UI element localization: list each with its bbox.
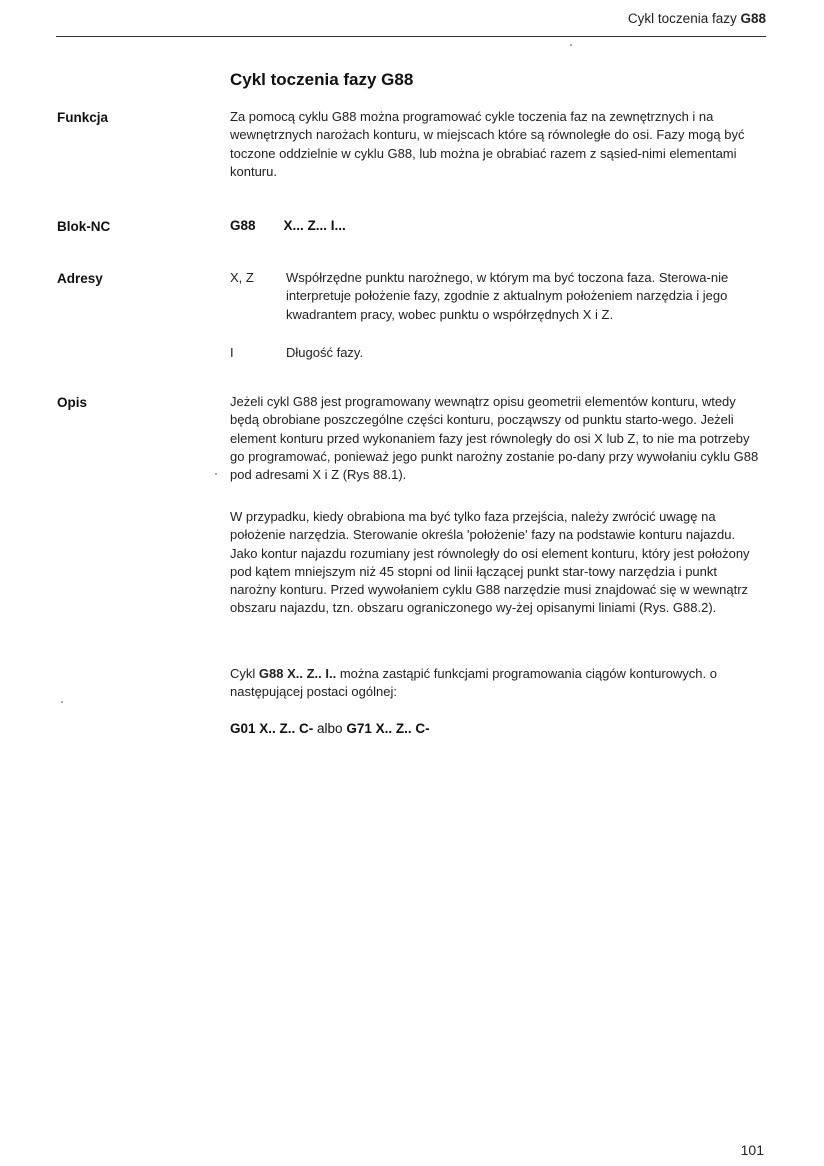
final-formula (230, 721, 430, 736)
opis-paragraph-3-code: G88 X.. Z.. I.. (258, 666, 337, 681)
scan-speck (570, 44, 572, 46)
header-rule (56, 36, 766, 37)
address-desc-xz: Współrzędne punktu narożnego, w którym ma być toczona faza. Sterowa-nie interpretuje położenie fazy, zgodnie z aktualnym położeniem narzędzia i jego kwadrantem pracy, wobec punktu o współrzędnych X i Z. (286, 270, 729, 322)
nc-block (230, 218, 346, 233)
section-label-blok-nc: Blok-NC (57, 219, 111, 234)
nc-block-code: G88 (230, 218, 256, 233)
page-title: Cykl toczenia fazy G88 (230, 70, 414, 89)
page-number: 101 (740, 1142, 764, 1158)
running-header-title: Cykl toczenia fazy (627, 11, 741, 26)
section-label-funkcja: Funkcja (57, 110, 109, 125)
nc-block-args: X... Z... I... (283, 218, 346, 233)
address-key-i: I (230, 345, 234, 360)
formula-or: albo (313, 721, 347, 736)
opis-paragraph-3 (230, 665, 766, 702)
address-key-xz: X, Z (230, 270, 254, 285)
formula-g01: G01 X.. Z.. C- (230, 721, 314, 736)
formula-g71: G71 X.. Z.. C- (346, 721, 430, 736)
opis-paragraph-3-prefix: Cykl (230, 666, 259, 681)
funkcja-text: Za pomocą cyklu G88 można programować cykle toczenia faz na zewnętrznych i na wewnętrznych narożach konturu, w miejscach które są równoległe do osi. Fazy mogą być toczone oddzielnie w cyklu G88, lub można je obrabiać razem z sąsied-nimi elementami konturu. (230, 109, 745, 179)
scan-speck (61, 701, 63, 703)
section-label-adresy: Adresy (57, 271, 103, 286)
address-desc-i: Długość fazy. (286, 345, 364, 360)
scan-speck (215, 473, 217, 475)
opis-paragraph-2: W przypadku, kiedy obrabiona ma być tylko faza przejścia, należy zwrócić uwagę na położenie narzędzia. Sterowanie określa 'położenie' fazy na podstawie konturu najazdu. Jako kontur najazdu rozumiany jest równoległy do osi element konturu, który jest położony pod kątem mniejszym niż 45 stopni od linii łączącej punkt star-towy narzędzia i punkt narożny konturu. Przed wywołaniem cyklu G88 narzędzie musi znajdować się w wewnątrz obszaru najazdu, tzn. obszaru ograniczonego wy-żej opisanymi liniami (Rys. G88.2). (230, 509, 750, 616)
running-header-code: G88 (740, 11, 766, 26)
opis-paragraph-1: Jeżeli cykl G88 jest programowany wewnątrz opisu geometrii elementów konturu, wtedy będą obrobiane poszczególne części konturu, począwszy od punktu starto-wego. Jeżeli element konturu przed wykonaniem fazy jest równoległy do osi X lub Z, to nie ma potrzeby go programować, ponieważ jego punkt narożny zostanie po-dany przy wywołaniu cyklu G88 pod adresami X i Z (Rys 88.1). (230, 394, 759, 483)
running-header (628, 11, 766, 26)
section-label-opis: Opis (57, 395, 88, 410)
opis-paragraph-3-suffix: można zastąpić funkcjami programowania ciągów konturowych. o następującej postaci ogólnej: (230, 666, 717, 700)
